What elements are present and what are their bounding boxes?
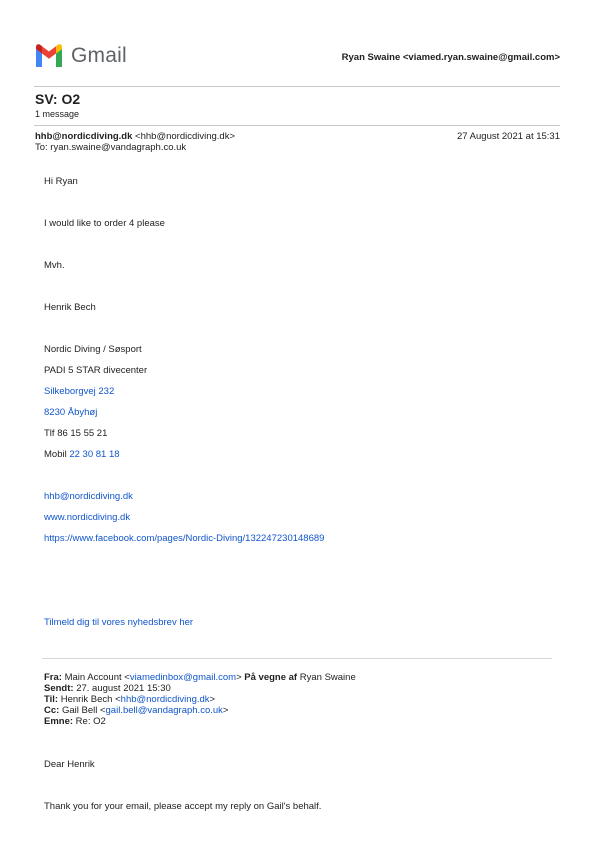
signature-phone: Tlf 86 15 55 21 bbox=[44, 428, 108, 439]
message-count: 1 message bbox=[35, 109, 80, 119]
thread-divider bbox=[34, 125, 560, 126]
signoff: Mvh. bbox=[44, 260, 65, 271]
gmail-wordmark: Gmail bbox=[71, 44, 127, 67]
address-street-link[interactable]: Silkeborgvej 232 bbox=[44, 386, 115, 397]
message-date: 27 August 2021 at 15:31 bbox=[456, 131, 560, 142]
newsletter-link[interactable]: Tilmeld dig til vores nyhedsbrev her bbox=[44, 617, 194, 628]
quoted-from-email-link[interactable]: viamedinbox@gmail.com bbox=[129, 672, 237, 683]
quoted-from-name: Main Account < bbox=[61, 672, 130, 683]
facebook-link[interactable]: https://www.facebook.com/pages/Nordic-Diving/132247230148689 bbox=[44, 533, 325, 544]
quoted-from bbox=[44, 672, 356, 683]
message-sender bbox=[35, 131, 235, 142]
header-divider bbox=[34, 86, 560, 87]
email-link[interactable]: hhb@nordicdiving.dk bbox=[44, 491, 133, 502]
quoted-cc bbox=[44, 705, 228, 716]
quoted-cc-close: > bbox=[222, 705, 229, 716]
quoted-greeting: Dear Henrik bbox=[44, 759, 95, 770]
quoted-cc-label: Cc: bbox=[44, 705, 60, 716]
greeting: Hi Ryan bbox=[44, 176, 78, 187]
quoted-from-close: > bbox=[236, 672, 242, 683]
quote-divider bbox=[42, 658, 552, 659]
gmail-m-icon bbox=[34, 44, 64, 67]
message-recipient: To: ryan.swaine@vandagraph.co.uk bbox=[35, 142, 187, 153]
quoted-body: Thank you for your email, please accept my reply on Gail's behalf. bbox=[44, 801, 322, 812]
quoted-cc-name: Gail Bell < bbox=[59, 705, 106, 716]
quoted-sent-label: Sendt: bbox=[44, 683, 74, 694]
signature-padi: PADI 5 STAR divecenter bbox=[44, 365, 148, 376]
sender-email: <hhb@nordicdiving.dk> bbox=[135, 131, 236, 142]
quoted-to-close: > bbox=[209, 694, 216, 705]
quoted-sent bbox=[44, 683, 171, 694]
gmail-logo bbox=[34, 43, 134, 71]
signature-name: Henrik Bech bbox=[44, 302, 96, 313]
message-body: I would like to order 4 please bbox=[44, 218, 165, 229]
website-link[interactable]: www.nordicdiving.dk bbox=[44, 512, 131, 523]
account-label: Ryan Swaine <viamed.ryan.swaine@gmail.com> bbox=[341, 52, 560, 63]
quoted-from-label: Fra: bbox=[44, 672, 62, 683]
quoted-cc-email-link[interactable]: gail.bell@vandagraph.co.uk bbox=[105, 705, 223, 716]
quoted-subject-value: Re: O2 bbox=[73, 716, 106, 727]
quoted-to-email-link[interactable]: hhb@nordicdiving.dk bbox=[120, 694, 210, 705]
address-city-link[interactable]: 8230 Åbyhøj bbox=[44, 407, 98, 418]
quoted-to-name: Henrik Bech < bbox=[58, 694, 121, 705]
mobile-number-link[interactable]: 22 30 81 18 bbox=[69, 449, 120, 460]
quoted-subject-label: Emne: bbox=[44, 716, 74, 727]
sender-name: hhb@nordicdiving.dk bbox=[35, 131, 133, 142]
mobile-label: Mobil bbox=[44, 449, 70, 460]
signature-company: Nordic Diving / Søsport bbox=[44, 344, 142, 355]
quoted-to-label: Til: bbox=[44, 694, 59, 705]
quoted-to bbox=[44, 694, 215, 705]
quoted-on-behalf-name: Ryan Swaine bbox=[297, 672, 356, 683]
quoted-on-behalf-label: På vegne af bbox=[241, 672, 298, 683]
signature-mobile bbox=[44, 449, 120, 460]
quoted-subject bbox=[44, 716, 106, 727]
quoted-sent-value: 27. august 2021 15:30 bbox=[73, 683, 171, 694]
thread-subject: SV: O2 bbox=[35, 91, 81, 107]
